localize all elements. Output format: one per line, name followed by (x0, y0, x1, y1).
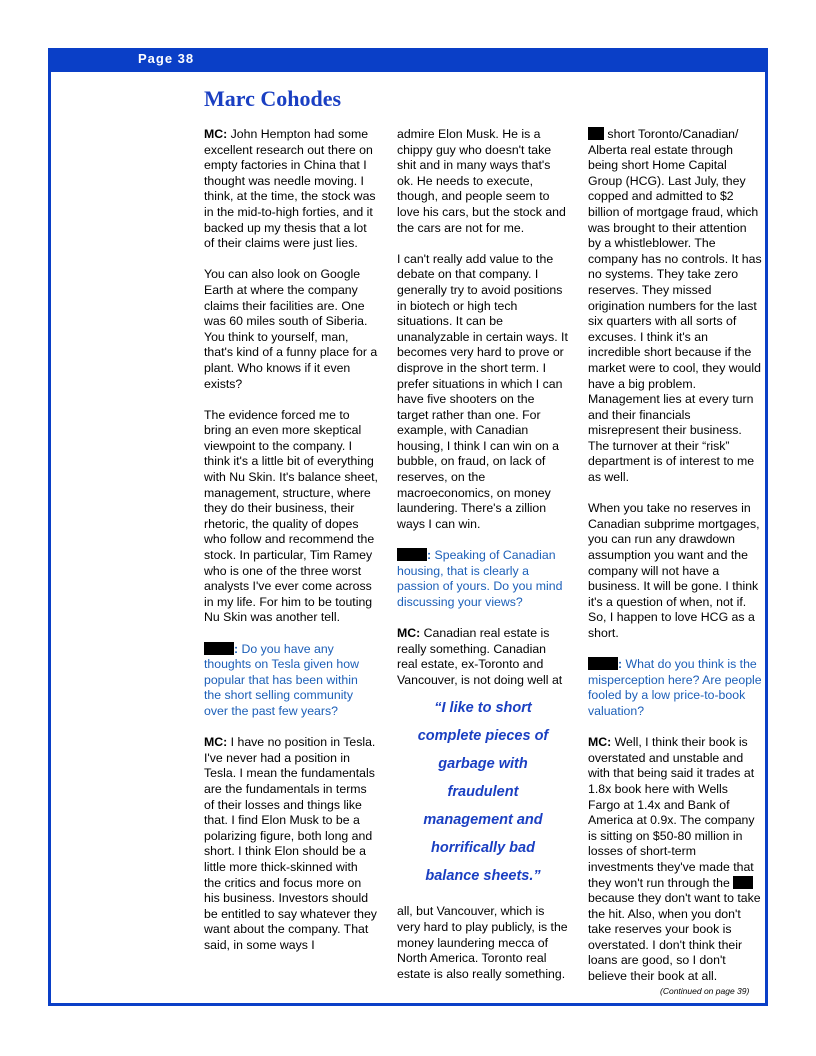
paragraph (204, 735, 378, 953)
pull-quote-line: horrifically bad (431, 840, 535, 857)
paragraph: You can also look on Google Earth at where the company claims their facilities are. One was 60 miles south of Siberia. You think to yourself, man, that's kind of a funny place for a plant. Who knows if it even exists? (204, 267, 378, 391)
speaker-colon: : (427, 548, 432, 563)
speaker-label: MC: (588, 735, 612, 750)
interviewer-question (588, 657, 762, 719)
pull-quote-line: management and (423, 812, 543, 829)
continued-note: (Continued on page 39) (660, 986, 750, 996)
interviewer-question (204, 642, 378, 720)
paragraph (397, 626, 569, 688)
question-text: Do you have any thoughts on Tesla given how popular that has been within the short selling community over the past few years? (204, 641, 359, 718)
column-1 (204, 127, 378, 969)
speaker-label: MC: (397, 626, 421, 640)
interviewer-question (397, 548, 569, 610)
pull-quote (397, 694, 569, 890)
paragraph: The evidence forced me to bring an even more skeptical viewpoint to the company. I think it's a little bit of everything with Nu Skin. It's balance sheet, management, structure, where they do their business, their rhetoric, the quality of dopes who follow and recommend the stock. In particular, Tim Ramey who is one of the three worst analysts I've ever come across in my life. For him to be touting Nu Skin was another tell. (204, 407, 378, 625)
pull-quote-line: complete pieces of (417, 728, 549, 745)
paragraph-text: short Toronto/Canadian/ Alberta real estate through being short Home Capital Group (HCG). Last July, they copped and admitted to $2 billion of mortgage fraud, which was brought to their attention by a whistleblower. The company has no controls. It has no systems. They take zero reserves. They missed origination numbers for the last six quarters with all sorts of excuses. I think it's an incredible short because if the market were to cool, they would have a big problem. Management lies at every turn and their financials misrepresent their business. The turnover at their “risk” department is of interest to me as well. (588, 127, 762, 485)
pull-quote-line: balance sheets.” (425, 868, 541, 885)
speaker-label: MC: (204, 735, 228, 750)
paragraph (588, 127, 762, 486)
column-2 (397, 127, 569, 998)
paragraph-text: Canadian real estate is really something. Canadian real estate, ex-Toronto and Vancouver, is not doing well at (397, 626, 563, 687)
redacted-name (204, 642, 234, 655)
paragraph-text: Well, I think their book is overstated and unstable and with that being said it trades at 1.8x book here with Wells Fargo at 1.4x and Bank of America at 0.9x. The company is sitting on $50-80 million in losses of short-term investments they've made that they won't run through the (588, 735, 755, 890)
column-3 (588, 127, 762, 1000)
pull-quote-line: “I like to short (434, 700, 532, 717)
redacted-word (588, 127, 604, 140)
redacted-name (397, 548, 427, 561)
paragraph: When you take no reserves in Canadian subprime mortgages, you can run any drawdown assumption you want and the company will not have a business. It will be gone. I think it's a question of when, not if. So, I happen to love HCG as a short. (588, 501, 760, 640)
pull-quote-line: fraudulent (447, 784, 519, 801)
paragraph: admire Elon Musk. He is a chippy guy who doesn't take shit and in many ways that's ok. He needs to execute, though, and people seem to love his cars, but the stock and the cars are not for me. (397, 127, 566, 235)
redacted-word (733, 876, 753, 889)
paragraph (588, 735, 762, 985)
speaker-colon: : (234, 641, 239, 656)
speaker-colon: : (618, 657, 623, 672)
article-title: Marc Cohodes (204, 86, 342, 111)
paragraph-text: because they don't want to take the hit. Also, when you don't take reserves your book is overstated. I don't think their loans are good, so I don't believe their book at all. (588, 891, 761, 984)
speaker-label: MC: (204, 127, 228, 141)
page-number: Page 38 (138, 51, 195, 66)
paragraph (204, 127, 378, 252)
pull-quote-line: garbage with (438, 756, 528, 773)
question-text: What do you think is the misperception here? Are people fooled by a low price-to-book valuation? (588, 657, 762, 718)
redacted-name (588, 657, 618, 670)
paragraph-text: John Hempton had some excellent research out there on empty factories in China that I thought was needle moving. I think, at the time, the stock was in the mid-to-high forties, and it backed up my thesis that a lot of their claims were just lies. (204, 127, 376, 251)
paragraph: all, but Vancouver, which is very hard to play publicly, is the money laundering mecca of North America. Toronto real estate is also really something. (397, 904, 568, 981)
paragraph: I can't really add value to the debate on that company. I generally try to avoid positions in biotech or high tech situations. It can be unanalyzable in certain ways. It becomes very hard to prove or disprove in the short term. I prefer situations in which I can have five shooters on the target rather than one. For example, with Canadian housing, I think I can win on a bubble, on fraud, on lack of reserves, on the macroeconomics, on money laundering. There's a zillion ways I can win. (397, 251, 568, 531)
question-text: Speaking of Canadian housing, that is clearly a passion of yours. Do you mind discussing your views? (397, 548, 563, 609)
paragraph-text: I have no position in Tesla. I've never had a position in Tesla. I mean the fundamentals are the fundamentals in terms of their losses and things like that. I find Elon Musk to be a polarizing figure, both long and short. I think Elon should be a little more thick-skinned with the critics and focus more on his business. Investors should be entitled to say whatever they want about the company. That said, in some ways I (204, 735, 377, 952)
